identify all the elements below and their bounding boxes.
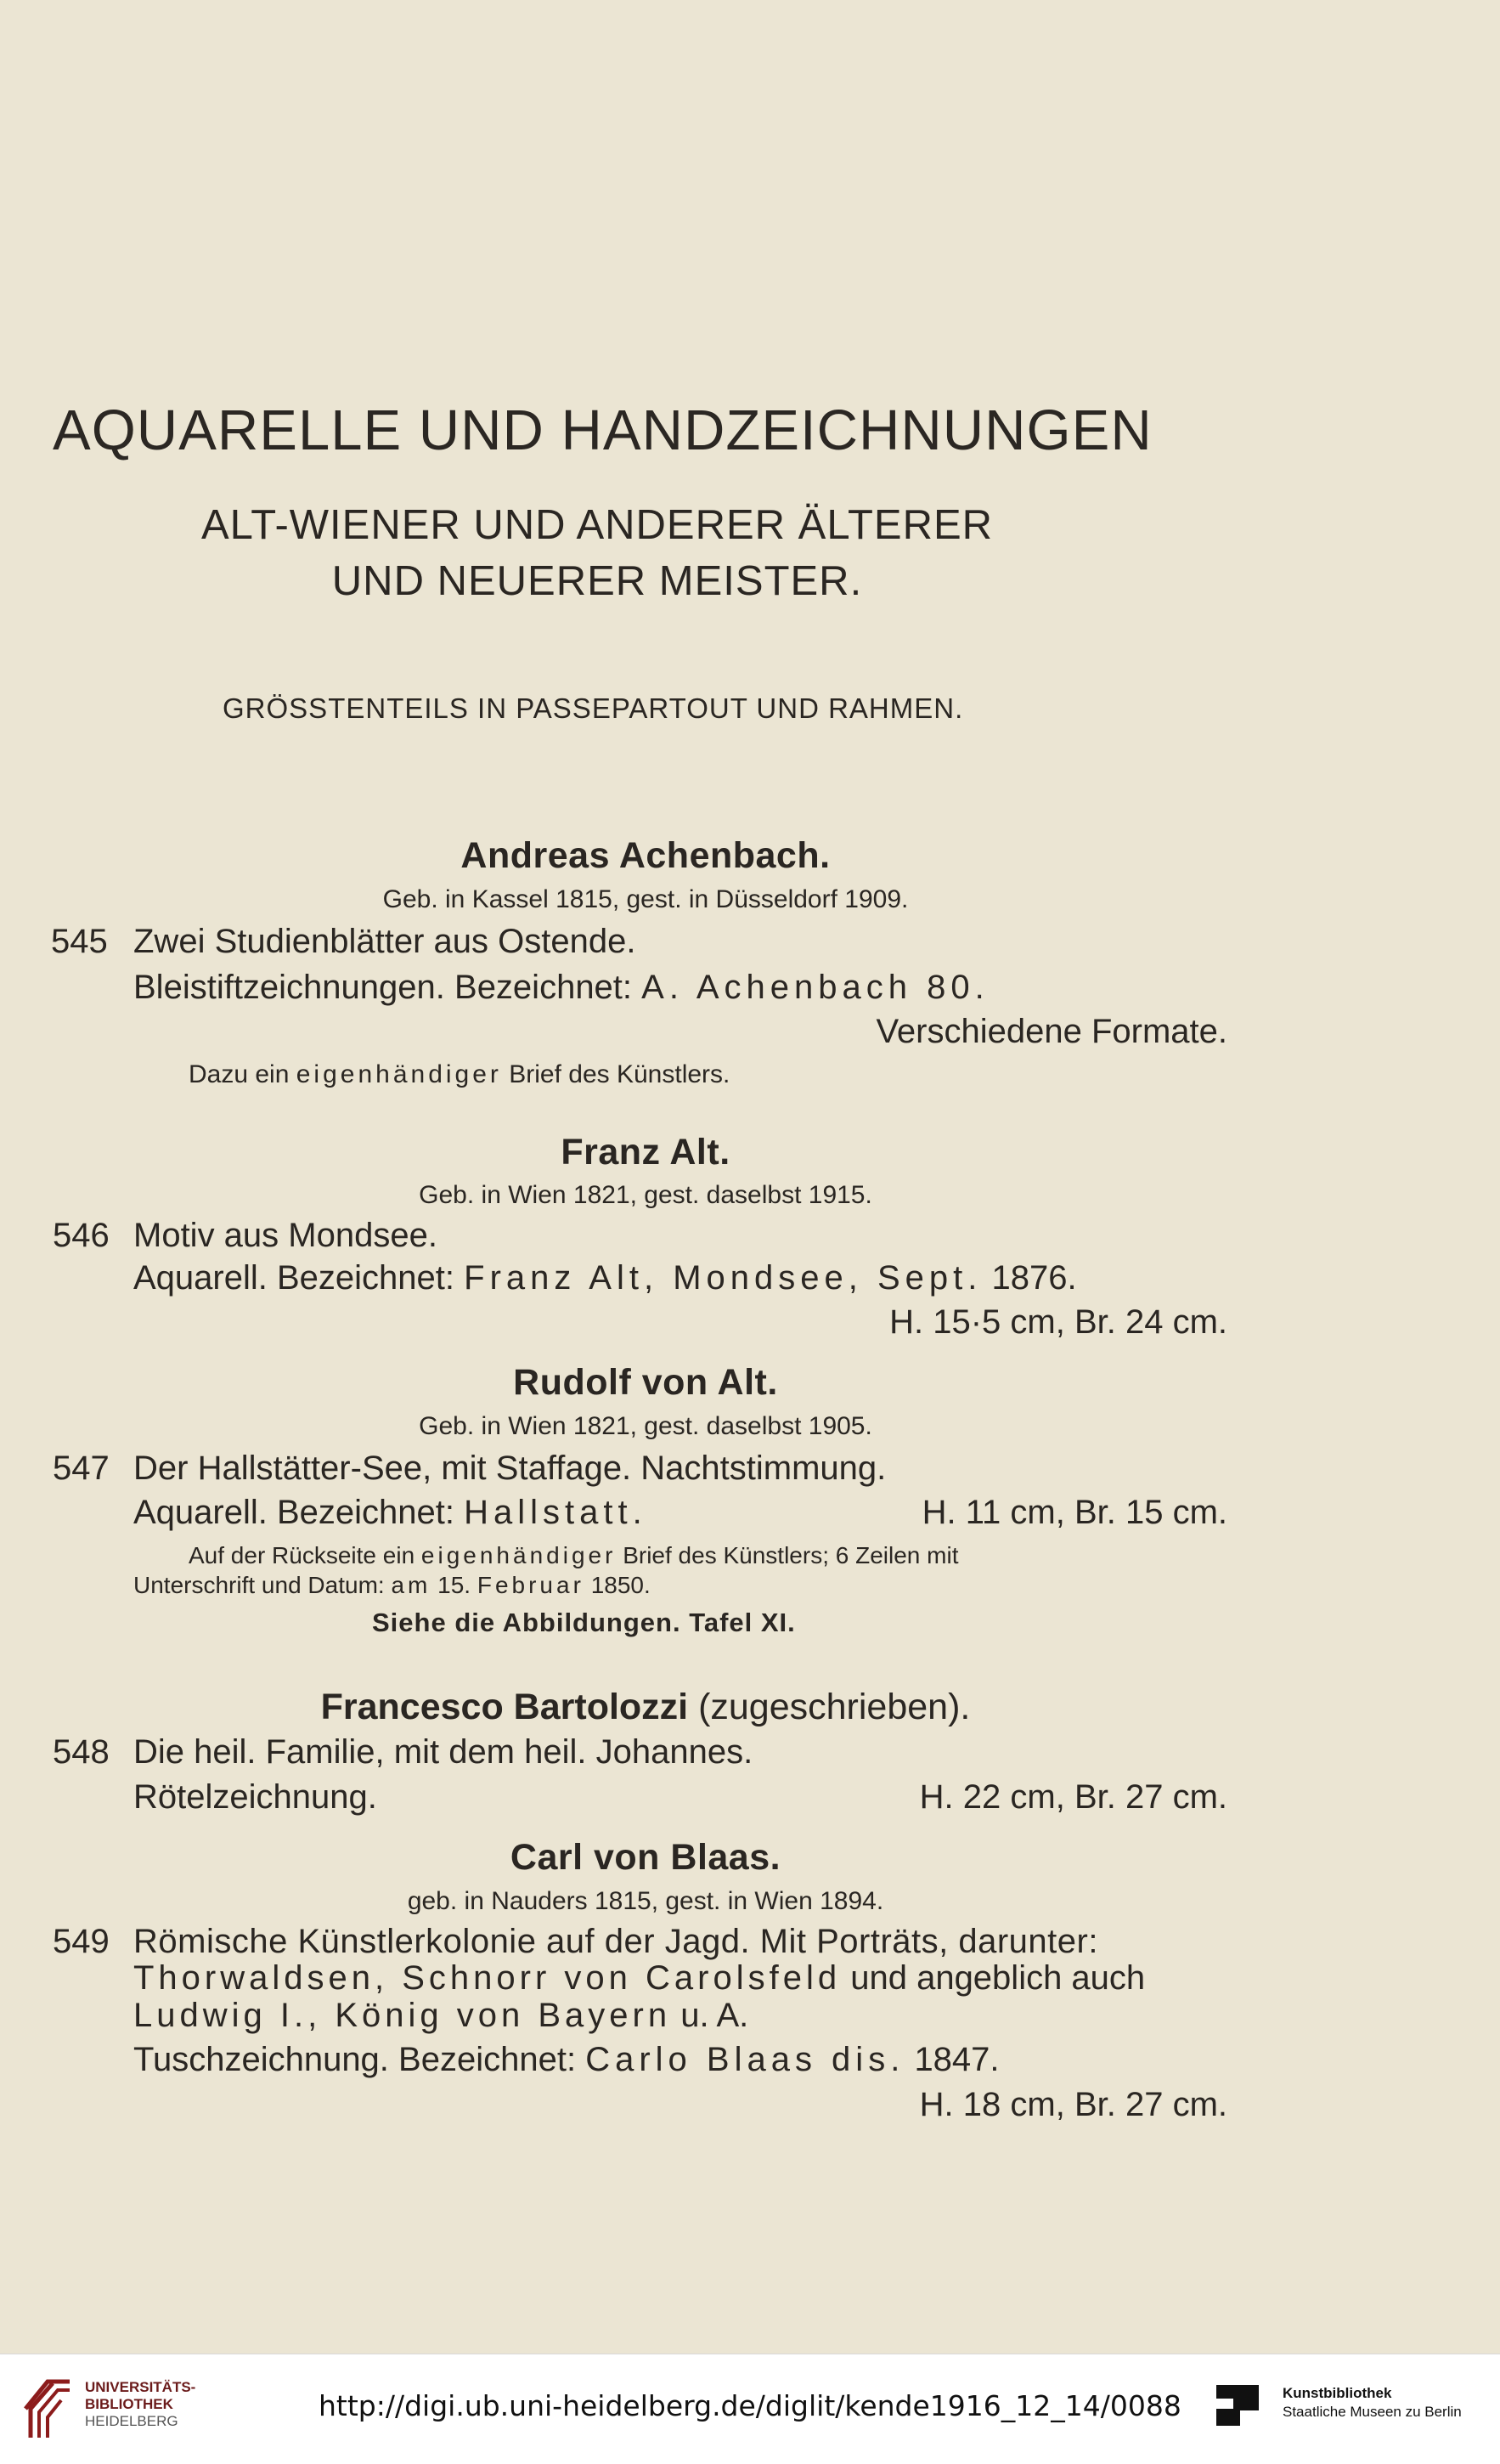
lot-format: Verschiedene Formate. [876,1013,1227,1050]
lot-number: 547 [53,1450,110,1487]
artist-name: Rudolf von Alt. [513,1362,778,1403]
lot-technique: Tuschzeichnung. Bezeichnet: Carlo Blaas dis. 1847. [133,2041,1000,2078]
artist-name: Carl von Blaas. [510,1837,781,1878]
lot-dimensions: H. 22 cm, Br. 27 cm. [919,1778,1227,1816]
section-note: GRÖSSTENTEILS IN PASSEPARTOUT UND RAHMEN. [223,692,964,724]
technique-text: Bleistiftzeichnungen. Bezeichnet: [133,969,633,1006]
university-library-name: UNIVERSITÄTS- BIBLIOTHEK HEIDELBERG [85,2379,196,2429]
lot-technique [133,969,990,1007]
lot-extra-note: Dazu ein eigenhändiger Brief des Künstlers. [189,1060,730,1088]
lot-technique: Aquarell. Bezeichnet: Franz Alt, Mondsee, Sept. 1876. [133,1259,1077,1297]
artist-name: Andreas Achenbach. [460,835,831,876]
lot-dimensions: H. 18 cm, Br. 27 cm. [919,2086,1227,2123]
lot-number: 545 [51,923,108,960]
attribution: (zugeschrieben). [698,1687,971,1727]
page-title: AQUARELLE UND HANDZEICHNUNGEN [53,398,1153,462]
artist-life: geb. in Nauders 1815, gest. in Wien 1894. [407,1887,884,1915]
kunstbibliothek-name: Kunstbibliothek Staatliche Museen zu Berlin [1283,2385,1462,2420]
artist-life: Geb. in Kassel 1815, gest. in Düsseldorf 1909. [382,885,909,913]
lot-title: Motiv aus Mondsee. [133,1217,437,1254]
lot-title: Römische Künstlerkolonie auf der Jagd. Mit Porträts, darunter: [133,1923,1098,1960]
lot-extra-note-2: Unterschrift und Datum: am 15. Februar 1850. [133,1572,651,1598]
plates-reference: Siehe die Abbildungen. Tafel XI. [372,1608,796,1637]
artist-life: Geb. in Wien 1821, gest. daselbst 1905. [419,1412,872,1440]
university-library-logo-icon [19,2375,78,2443]
lot-title-2: Thorwaldsen, Schnorr von Carolsfeld und angeblich auch [133,1959,1146,1997]
lot-technique: Aquarell. Bezeichnet: Hallstatt. [133,1494,647,1531]
kunstbibliothek-logo-icon [1215,2382,1262,2429]
artist-heading [0,1687,1291,1728]
artist-life: Geb. in Wien 1821, gest. daselbst 1915. [419,1181,872,1209]
lot-number: 548 [53,1733,110,1771]
lot-title: Der Hallstätter-See, mit Staffage. Nachtstimmung. [133,1450,887,1487]
lot-dimensions: H. 15·5 cm, Br. 24 cm. [889,1303,1227,1341]
lot-number: 549 [53,1923,110,1960]
lot-dimensions: H. 11 cm, Br. 15 cm. [922,1494,1227,1531]
signature-text: A. Achenbach 80. [641,969,990,1006]
subtitle-line-2: UND NEUERER MEISTER. [331,558,863,604]
artist-name: Francesco Bartolozzi [320,1687,689,1727]
lot-title: Zwei Studienblätter aus Ostende. [133,923,636,960]
source-url-link[interactable]: http://digi.ub.uni-heidelberg.de/diglit/kende1916_12_14/0088 [319,2389,1181,2422]
lot-title-3: Ludwig I., König von Bayern u. A. [133,1997,749,2034]
lot-technique: Rötelzeichnung. [133,1778,377,1816]
lot-extra-note: Auf der Rückseite ein eigenhändiger Brief des Künstlers; 6 Zeilen mit [189,1542,959,1568]
subtitle-line-1: ALT-WIENER UND ANDERER ÄLTERER [200,502,994,548]
artist-name: Franz Alt. [561,1132,730,1173]
lot-number: 546 [53,1217,110,1254]
lot-title: Die heil. Familie, mit dem heil. Johannes. [133,1733,753,1771]
